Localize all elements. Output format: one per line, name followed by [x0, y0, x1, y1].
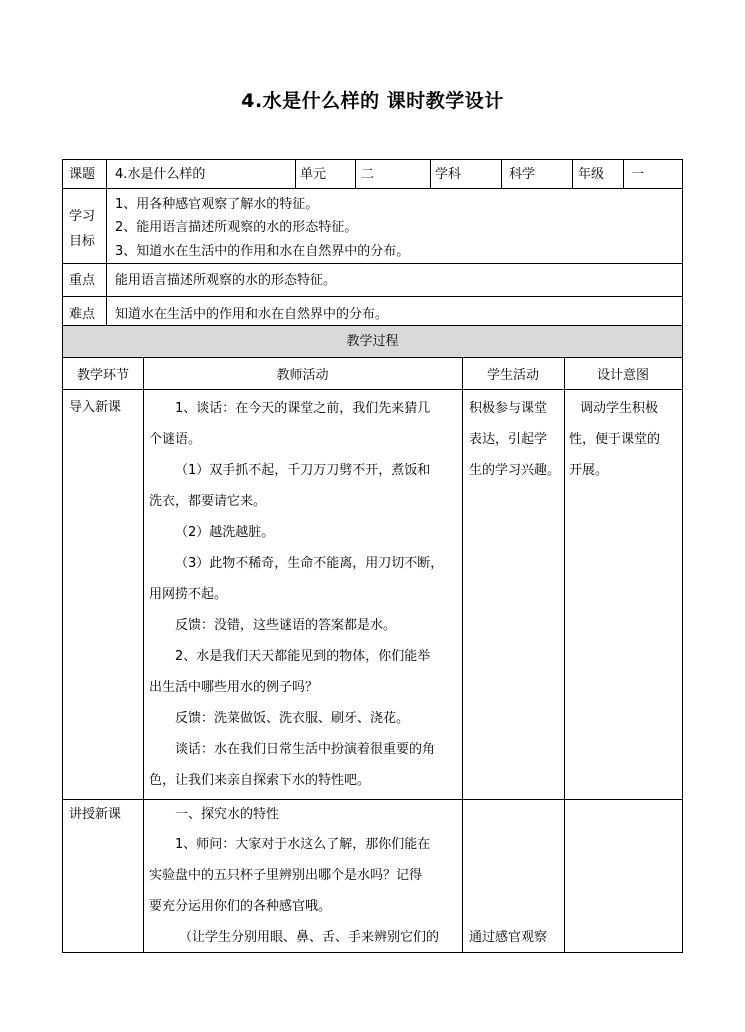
teacher-line: （让学生分别用眼、鼻、舌、手来辨别它们的	[179, 930, 440, 945]
course-value: 4.水是什么样的	[115, 167, 206, 182]
student-line: 生的学习兴趣。	[469, 463, 561, 478]
intent-line: 调动学生积极	[580, 401, 659, 416]
teacher-line: 1、师问：大家对于水这么了解，那你们能在	[175, 837, 431, 852]
difficult-point-text: 知道水在生活中的作用和水在自然界中的分布。	[115, 307, 389, 322]
key-point-label: 重点	[69, 273, 96, 288]
column-header-intent: 设计意图	[596, 368, 649, 383]
difficult-point-label: 难点	[69, 307, 96, 322]
goal-item: 3、知道水在生活中的作用和水在自然界中的分布。	[115, 244, 410, 259]
goals-label-line1: 学习	[69, 209, 96, 224]
grade-label: 年级	[578, 167, 605, 182]
info-table	[62, 159, 683, 326]
page-title: 4.水是什么样的 课时教学设计	[241, 90, 504, 112]
teacher-line: 2、水是我们天天都能见到的物体，你们能举	[175, 649, 431, 664]
teacher-line: 反馈：没错，这些谜语的答案都是水。	[175, 618, 397, 633]
key-point-text: 能用语言描述所观察的水的形态特征。	[115, 273, 337, 288]
teacher-line: 色，让我们来亲自探索下水的特性吧。	[149, 773, 371, 788]
teacher-line: 出生活中哪些用水的例子吗？	[149, 680, 319, 695]
teacher-line: 实验盘中的五只杯子里辨别出哪个是水吗？记得	[149, 868, 423, 883]
student-line: 通过感官观察	[469, 930, 548, 945]
section-name-intro: 导入新课	[69, 400, 122, 415]
teacher-line: 用网捞不起。	[149, 587, 228, 602]
teacher-line: 要充分运用你们的各种感官哦。	[149, 899, 332, 914]
student-line: 积极参与课堂	[469, 401, 548, 416]
teacher-line: 洗衣，都要请它来。	[149, 494, 267, 509]
teacher-line: （1）双手抓不起，千刀万刀劈不开，煮饭和	[175, 463, 431, 478]
goal-item: 1、用各种感官观察了解水的特征。	[115, 197, 319, 212]
unit-value: 二	[361, 167, 375, 182]
column-header-teacher: 教师活动	[276, 368, 329, 383]
section-name-new-lesson: 讲授新课	[69, 807, 122, 822]
intent-line: 性，便于课堂的	[569, 432, 661, 447]
subject-label: 学科	[435, 167, 462, 182]
grade-value: 一	[631, 167, 645, 182]
student-line: 表达，引起学	[469, 432, 548, 447]
goals-label-line2: 目标	[69, 234, 96, 249]
teacher-line: 1、谈话：在今天的课堂之前，我们先来猜几	[175, 401, 431, 416]
column-header-stage: 教学环节	[76, 368, 129, 383]
teacher-line: （2）越洗越脏。	[175, 525, 275, 540]
subject-value: 科学	[509, 167, 536, 182]
course-label: 课题	[69, 167, 96, 182]
process-header: 教学过程	[346, 334, 399, 349]
teacher-line: 谈话：水在我们日常生活中扮演着很重要的角	[175, 742, 436, 757]
goal-item: 2、能用语言描述所观察的水的形态特征。	[115, 220, 358, 235]
teacher-line: 一、探究水的特性	[175, 807, 280, 822]
unit-label: 单元	[300, 167, 327, 182]
teacher-line: 反馈：洗菜做饭、洗衣服、刷牙、浇花。	[175, 711, 410, 726]
teacher-line: 个谜语。	[149, 432, 202, 447]
column-header-student: 学生活动	[486, 368, 539, 383]
intent-line: 开展。	[569, 463, 609, 478]
process-table	[62, 325, 683, 953]
teacher-line: （3）此物不稀奇，生命不能离，用刀切不断，	[175, 556, 444, 571]
